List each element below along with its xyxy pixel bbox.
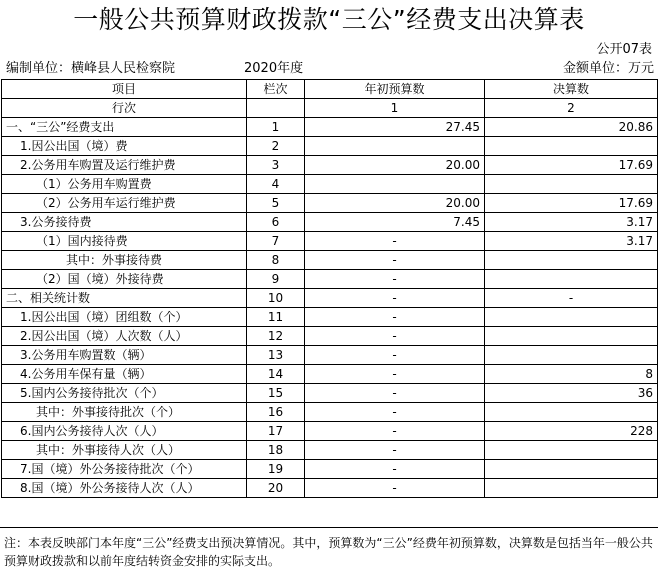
row-final: 20.86 [485,118,658,137]
row-lanci: 4 [247,175,305,194]
header-row [2,80,658,99]
row-item: 3.公务接待费 [2,213,247,232]
row-budget: - [305,346,485,365]
table-row [2,384,658,403]
row-budget: 7.45 [305,213,485,232]
table-row [2,346,658,365]
row-budget: - [305,384,485,403]
row-budget [305,137,485,156]
row-lanci: 14 [247,365,305,384]
row-final: 3.17 [485,232,658,251]
row-item: （1）公务用车购置费 [2,175,247,194]
row-item: 3.公务用车购置数（辆） [2,346,247,365]
row-lanci: 16 [247,403,305,422]
row-final: 36 [485,384,658,403]
row-budget: - [305,479,485,498]
row-item: 一、“三公”经费支出 [2,118,247,137]
row-lanci: 9 [247,270,305,289]
row-item: 1.因公出国（境）费 [2,137,247,156]
row-final [485,441,658,460]
row-item: 其中：外事接待人次（人） [2,441,247,460]
row-final: 228 [485,422,658,441]
row-lanci: 6 [247,213,305,232]
row-item: 6.国内公务接待人次（人） [2,422,247,441]
row-final [485,346,658,365]
header-lanci: 栏次 [247,80,305,99]
row-final [485,460,658,479]
table-row [2,251,658,270]
row-budget: 27.45 [305,118,485,137]
table-row [2,479,658,498]
row-budget: 20.00 [305,194,485,213]
table-row [2,308,658,327]
table-row [2,118,658,137]
row-item: （2）公务用车运行维护费 [2,194,247,213]
table-row [2,156,658,175]
table-row [2,175,658,194]
row-final [485,327,658,346]
row-final: 8 [485,365,658,384]
row-budget: - [305,441,485,460]
row-final: - [485,289,658,308]
header-item: 项目 [2,80,247,99]
row-lanci: 20 [247,479,305,498]
row-budget: - [305,365,485,384]
row-lanci: 18 [247,441,305,460]
table-row [2,137,658,156]
row-final [485,251,658,270]
row-budget: - [305,327,485,346]
row-lanci: 11 [247,308,305,327]
row-item: 4.公务用车保有量（辆） [2,365,247,384]
row-final: 17.69 [485,194,658,213]
row-final [485,403,658,422]
row-final: 3.17 [485,213,658,232]
row-item: 1.因公出国（境）团组数（个） [2,308,247,327]
table-row [2,441,658,460]
meta-row [0,59,658,78]
row-item: 其中：外事接待费 [2,251,247,270]
header-row-label: 行次 [2,99,247,118]
header-row-lanci [247,99,305,118]
table-row [2,232,658,251]
row-final [485,308,658,327]
page-title: 一般公共预算财政拨款“三公”经费支出决算表 [73,5,585,34]
table-row [2,460,658,479]
year-label: 2020年度 [244,61,304,76]
row-lanci: 7 [247,232,305,251]
row-final [485,175,658,194]
row-lanci: 17 [247,422,305,441]
row-budget: - [305,270,485,289]
row-lanci: 15 [247,384,305,403]
row-item: 2.因公出国（境）人次数（人） [2,327,247,346]
row-lanci: 5 [247,194,305,213]
row-item: 7.国（境）外公务接待批次（个） [2,460,247,479]
header-col-2: 2 [485,99,658,118]
row-budget: - [305,422,485,441]
table-row [2,289,658,308]
row-lanci: 10 [247,289,305,308]
row-final [485,270,658,289]
table-row [2,422,658,441]
row-lanci: 8 [247,251,305,270]
table-row [2,365,658,384]
table-row [2,327,658,346]
header-row-index [2,99,658,118]
row-final [485,479,658,498]
row-budget: - [305,289,485,308]
header-col-1: 1 [305,99,485,118]
row-lanci: 3 [247,156,305,175]
row-budget: - [305,460,485,479]
footnote: 注：本表反映部门本年度“三公”经费支出预决算情况。其中，预算数为“三公”经费年初预算数，决算数是包括当年一般公共预算财政拨款和以前年度结转资金安排的实际支出。 [0,527,658,585]
row-item: （1）国内接待费 [2,232,247,251]
table-row [2,194,658,213]
row-item: 5.国内公务接待批次（个） [2,384,247,403]
row-lanci: 19 [247,460,305,479]
table-row [2,403,658,422]
form-number: 公开07表 [596,42,652,57]
row-item: 其中：外事接待批次（个） [2,403,247,422]
row-budget: - [305,232,485,251]
row-final [485,137,658,156]
header-final: 决算数 [485,80,658,99]
row-budget: - [305,403,485,422]
header-budget: 年初预算数 [305,80,485,99]
row-budget: - [305,308,485,327]
row-lanci: 12 [247,327,305,346]
budget-table [1,79,658,498]
org-unit-label: 编制单位：横峰县人民检察院 [6,61,176,76]
row-lanci: 1 [247,118,305,137]
row-lanci: 2 [247,137,305,156]
row-item: （2）国（境）外接待费 [2,270,247,289]
row-budget [305,175,485,194]
row-item: 二、相关统计数 [2,289,247,308]
table-row [2,270,658,289]
table-row [2,213,658,232]
row-item: 8.国（境）外公务接待人次（人） [2,479,247,498]
amount-unit-label: 金额单位：万元 [562,61,654,76]
row-budget: - [305,251,485,270]
row-lanci: 13 [247,346,305,365]
row-final: 17.69 [485,156,658,175]
row-budget: 20.00 [305,156,485,175]
row-item: 2.公务用车购置及运行维护费 [2,156,247,175]
